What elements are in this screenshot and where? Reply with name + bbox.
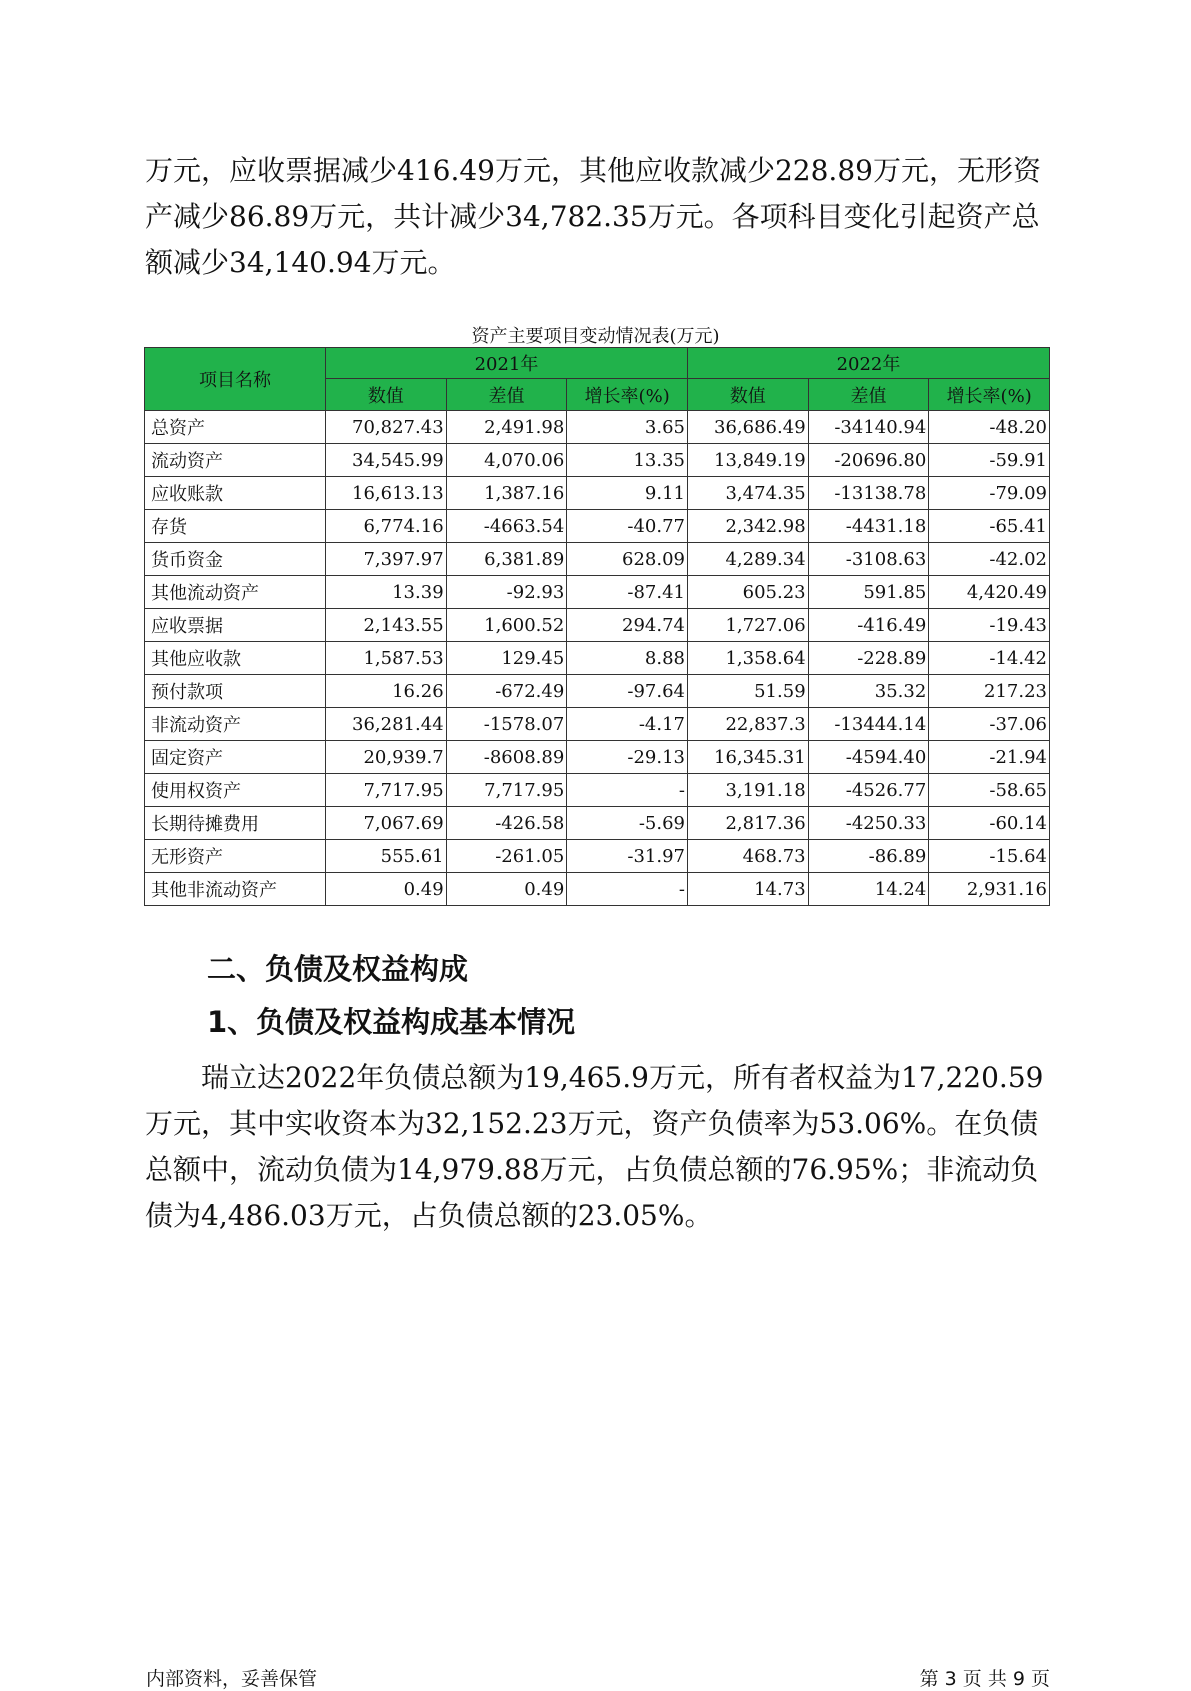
table-cell: -228.89 <box>808 642 929 675</box>
table-cell: 1,387.16 <box>446 477 567 510</box>
table-cell: 7,717.95 <box>325 774 446 807</box>
table-cell: -426.58 <box>446 807 567 840</box>
year-2022-header: 2022年 <box>687 348 1049 379</box>
row-item-name: 使用权资产 <box>145 774 326 807</box>
table-cell: -13444.14 <box>808 708 929 741</box>
table-cell: -14.42 <box>929 642 1050 675</box>
table-cell: 35.32 <box>808 675 929 708</box>
table-cell: - <box>567 873 688 906</box>
table-cell: - <box>567 774 688 807</box>
table-cell: -65.41 <box>929 510 1050 543</box>
table-cell: 3.65 <box>567 411 688 444</box>
table-cell: -40.77 <box>567 510 688 543</box>
table-cell: 13.39 <box>325 576 446 609</box>
liability-paragraph: 瑞立达2022年负债总额为19,465.9万元，所有者权益为17,220.59万元，其中实收资本为32,152.23万元，资产负债率为53.06%。在负债总额中，流动负债为14,979.88万元，占负债总额的76.95%；非流动负债为4,486.03万元，占负债总额的23.05%。 <box>145 1061 1044 1232</box>
table-cell: 14.24 <box>808 873 929 906</box>
subsection-heading: 1、负债及权益构成基本情况 <box>207 1005 576 1039</box>
table-cell: 8.88 <box>567 642 688 675</box>
growth-rate-header: 增长率(%) <box>567 379 688 411</box>
row-item-name: 其他应收款 <box>145 642 326 675</box>
row-item-name: 其他流动资产 <box>145 576 326 609</box>
table-cell: 6,774.16 <box>325 510 446 543</box>
table-cell: 2,491.98 <box>446 411 567 444</box>
table-cell: -59.91 <box>929 444 1050 477</box>
table-cell: -92.93 <box>446 576 567 609</box>
table-cell: -87.41 <box>567 576 688 609</box>
table-cell: -5.69 <box>567 807 688 840</box>
table-row <box>145 576 1050 609</box>
table-cell: -21.94 <box>929 741 1050 774</box>
table-cell: 591.85 <box>808 576 929 609</box>
table-cell: -3108.63 <box>808 543 929 576</box>
table-cell: 20,939.7 <box>325 741 446 774</box>
difference-header: 差值 <box>446 379 567 411</box>
table-row <box>145 675 1050 708</box>
row-item-name: 长期待摊费用 <box>145 807 326 840</box>
table-cell: 14.73 <box>687 873 808 906</box>
table-cell: 0.49 <box>325 873 446 906</box>
table-cell: -4594.40 <box>808 741 929 774</box>
table-cell: -672.49 <box>446 675 567 708</box>
table-cell: 16.26 <box>325 675 446 708</box>
footer-confidential-note: 内部资料，妥善保管 <box>146 1668 318 1690</box>
table-cell: 7,397.97 <box>325 543 446 576</box>
row-item-name: 应收账款 <box>145 477 326 510</box>
section-heading: 二、负债及权益构成 <box>207 952 469 986</box>
table-cell: 36,281.44 <box>325 708 446 741</box>
table-cell: 6,381.89 <box>446 543 567 576</box>
table-cell: 468.73 <box>687 840 808 873</box>
table-cell: -58.65 <box>929 774 1050 807</box>
table-cell: 1,358.64 <box>687 642 808 675</box>
table-cell: 2,143.55 <box>325 609 446 642</box>
table-cell: 16,345.31 <box>687 741 808 774</box>
table-cell: 2,931.16 <box>929 873 1050 906</box>
table-row <box>145 807 1050 840</box>
table-cell: 70,827.43 <box>325 411 446 444</box>
table-caption: 资产主要项目变动情况表(万元) <box>471 326 720 347</box>
table-cell: -416.49 <box>808 609 929 642</box>
table-body <box>145 411 1050 906</box>
table-cell: -34140.94 <box>808 411 929 444</box>
table-cell: 34,545.99 <box>325 444 446 477</box>
table-cell: -29.13 <box>567 741 688 774</box>
table-cell: 3,191.18 <box>687 774 808 807</box>
table-cell: -79.09 <box>929 477 1050 510</box>
table-cell: 1,600.52 <box>446 609 567 642</box>
footer-page-number: 第 3 页 共 9 页 <box>919 1668 1050 1690</box>
year-2021-header: 2021年 <box>325 348 687 379</box>
table-row <box>145 543 1050 576</box>
table-row <box>145 477 1050 510</box>
row-item-name: 货币资金 <box>145 543 326 576</box>
table-cell: 36,686.49 <box>687 411 808 444</box>
table-cell: -19.43 <box>929 609 1050 642</box>
table-cell: -8608.89 <box>446 741 567 774</box>
row-item-name: 应收票据 <box>145 609 326 642</box>
row-item-name: 其他非流动资产 <box>145 873 326 906</box>
table-row <box>145 510 1050 543</box>
row-item-name: 总资产 <box>145 411 326 444</box>
table-row <box>145 708 1050 741</box>
table-cell: 0.49 <box>446 873 567 906</box>
table-cell: -60.14 <box>929 807 1050 840</box>
table-cell: 628.09 <box>567 543 688 576</box>
value-header: 数值 <box>325 379 446 411</box>
table-cell: -20696.80 <box>808 444 929 477</box>
intro-paragraph: 万元，应收票据减少416.49万元，其他应收款减少228.89万元，无形资产减少86.89万元，共计减少34,782.35万元。各项科目变化引起资产总额减少34,140.94万元。 <box>145 154 1041 279</box>
row-item-name: 非流动资产 <box>145 708 326 741</box>
table-cell: 1,727.06 <box>687 609 808 642</box>
table-cell: -4431.18 <box>808 510 929 543</box>
table-cell: -48.20 <box>929 411 1050 444</box>
table-cell: 1,587.53 <box>325 642 446 675</box>
table-cell: 129.45 <box>446 642 567 675</box>
table-cell: 13.35 <box>567 444 688 477</box>
table-cell: 51.59 <box>687 675 808 708</box>
table-cell: 7,717.95 <box>446 774 567 807</box>
table-cell: 16,613.13 <box>325 477 446 510</box>
table-row <box>145 642 1050 675</box>
table-cell: 605.23 <box>687 576 808 609</box>
table-row <box>145 741 1050 774</box>
table-cell: -37.06 <box>929 708 1050 741</box>
table-cell: -4.17 <box>567 708 688 741</box>
table-cell: 22,837.3 <box>687 708 808 741</box>
table-row <box>145 774 1050 807</box>
item-name-header: 项目名称 <box>145 348 326 411</box>
table-cell: -4663.54 <box>446 510 567 543</box>
table-row <box>145 609 1050 642</box>
row-item-name: 无形资产 <box>145 840 326 873</box>
row-item-name: 流动资产 <box>145 444 326 477</box>
table-row <box>145 444 1050 477</box>
table-row <box>145 873 1050 906</box>
row-item-name: 固定资产 <box>145 741 326 774</box>
table-cell: -15.64 <box>929 840 1050 873</box>
table-row <box>145 411 1050 444</box>
table-cell: -261.05 <box>446 840 567 873</box>
row-item-name: 预付款项 <box>145 675 326 708</box>
table-cell: 3,474.35 <box>687 477 808 510</box>
table-cell: -4526.77 <box>808 774 929 807</box>
table-cell: -86.89 <box>808 840 929 873</box>
table-row <box>145 840 1050 873</box>
growth-rate-header: 增长率(%) <box>929 379 1050 411</box>
table-cell: 9.11 <box>567 477 688 510</box>
table-cell: 2,817.36 <box>687 807 808 840</box>
asset-change-table <box>144 347 1050 906</box>
table-cell: 555.61 <box>325 840 446 873</box>
table-cell: 2,342.98 <box>687 510 808 543</box>
difference-header: 差值 <box>808 379 929 411</box>
value-header: 数值 <box>687 379 808 411</box>
table-cell: 4,420.49 <box>929 576 1050 609</box>
table-cell: -4250.33 <box>808 807 929 840</box>
table-cell: -1578.07 <box>446 708 567 741</box>
table-cell: 294.74 <box>567 609 688 642</box>
table-cell: 7,067.69 <box>325 807 446 840</box>
table-cell: 4,070.06 <box>446 444 567 477</box>
table-cell: -42.02 <box>929 543 1050 576</box>
table-cell: -97.64 <box>567 675 688 708</box>
table-cell: 13,849.19 <box>687 444 808 477</box>
table-cell: -31.97 <box>567 840 688 873</box>
row-item-name: 存货 <box>145 510 326 543</box>
table-cell: -13138.78 <box>808 477 929 510</box>
table-cell: 217.23 <box>929 675 1050 708</box>
table-cell: 4,289.34 <box>687 543 808 576</box>
